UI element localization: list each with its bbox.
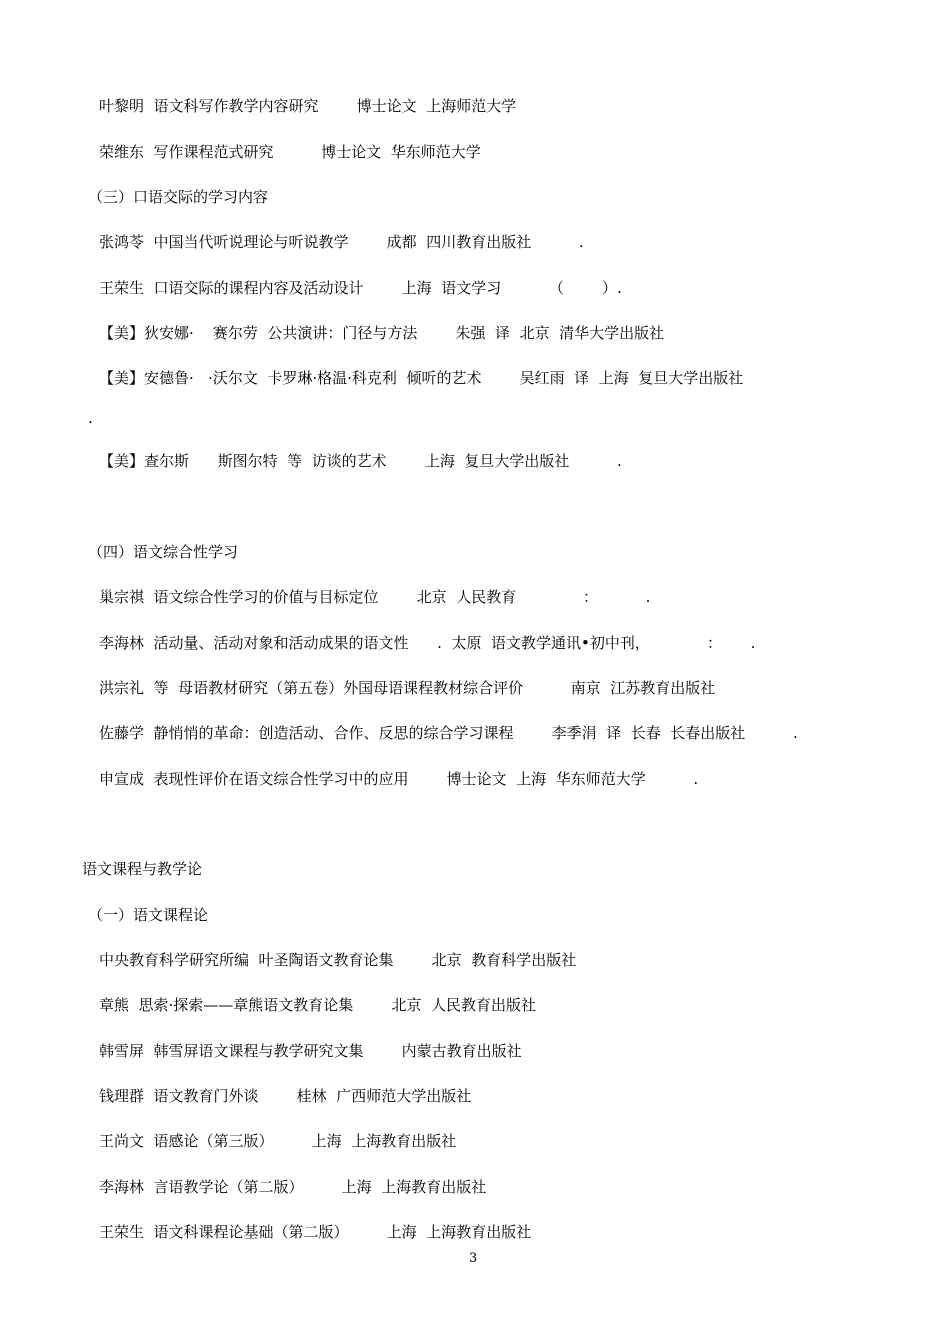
reference-line: 章熊 思索·探索——章熊语文教育论集 北京 人民教育出版社 xyxy=(99,996,536,1014)
section-heading: （四）语文综合性学习 xyxy=(88,543,239,561)
reference-line: 李海林 活动量、活动对象和活动成果的语文性 . 太原 语文教学通讯•初中刊， ： . xyxy=(99,634,756,652)
reference-line: 【美】查尔斯 斯图尔特 等 访谈的艺术 上海 复旦大学出版社 . xyxy=(99,452,622,470)
page-number: 3 xyxy=(469,1251,478,1266)
reference-line: 张鸿苓 中国当代听说理论与听说教学 成都 四川教育出版社 . xyxy=(99,233,584,251)
section-heading: （一）语文课程论 xyxy=(88,906,209,924)
section-heading: （三）口语交际的学习内容 xyxy=(88,188,269,206)
reference-line: 中央教育科学研究所编 叶圣陶语文教育论集 北京 教育科学出版社 xyxy=(99,951,577,969)
reference-line: 申宣成 表现性评价在语文综合性学习中的应用 博士论文 上海 华东师范大学 . xyxy=(99,770,699,788)
reference-line: 钱理群 语文教育门外谈 桂林 广西师范大学出版社 xyxy=(99,1087,472,1105)
reference-line: 王尚文 语感论（第三版） 上海 上海教育出版社 xyxy=(99,1132,457,1150)
reference-line: 荣维东 写作课程范式研究 博士论文 华东师范大学 xyxy=(99,143,481,161)
reference-line: 【美】狄安娜· 赛尔劳 公共演讲：门径与方法 朱强 译 北京 清华大学出版社 xyxy=(99,324,665,342)
reference-line-continuation: . xyxy=(88,409,93,427)
reference-line: 洪宗礼 等 母语教材研究（第五卷）外国母语课程教材综合评价 南京 江苏教育出版社 xyxy=(99,679,716,697)
reference-line: 李海林 言语教学论（第二版） 上海 上海教育出版社 xyxy=(99,1178,487,1196)
reference-line: 佐藤学 静悄悄的革命：创造活动、合作、反思的综合学习课程 李季涓 译 长春 长春出版社 . xyxy=(99,724,798,742)
reference-line: 韩雪屏 韩雪屏语文课程与教学研究文集 内蒙古教育出版社 xyxy=(99,1042,522,1060)
chapter-heading: 语文课程与教学论 xyxy=(82,860,203,878)
reference-line: 【美】安德鲁· ·沃尔文 卡罗琳·格温·科克利 倾听的艺术 吴红雨 译 上海 复旦大学出版社 xyxy=(99,369,744,387)
reference-line: 叶黎明 语文科写作教学内容研究 博士论文 上海师范大学 xyxy=(99,97,517,115)
reference-line: 王荣生 口语交际的课程内容及活动设计 上海 语文学习 （ ）. xyxy=(99,279,622,297)
reference-line: 王荣生 语文科课程论基础（第二版） 上海 上海教育出版社 xyxy=(99,1223,532,1241)
reference-line: 巢宗祺 语文综合性学习的价值与目标定位 北京 人民教育 ： . xyxy=(99,588,651,606)
